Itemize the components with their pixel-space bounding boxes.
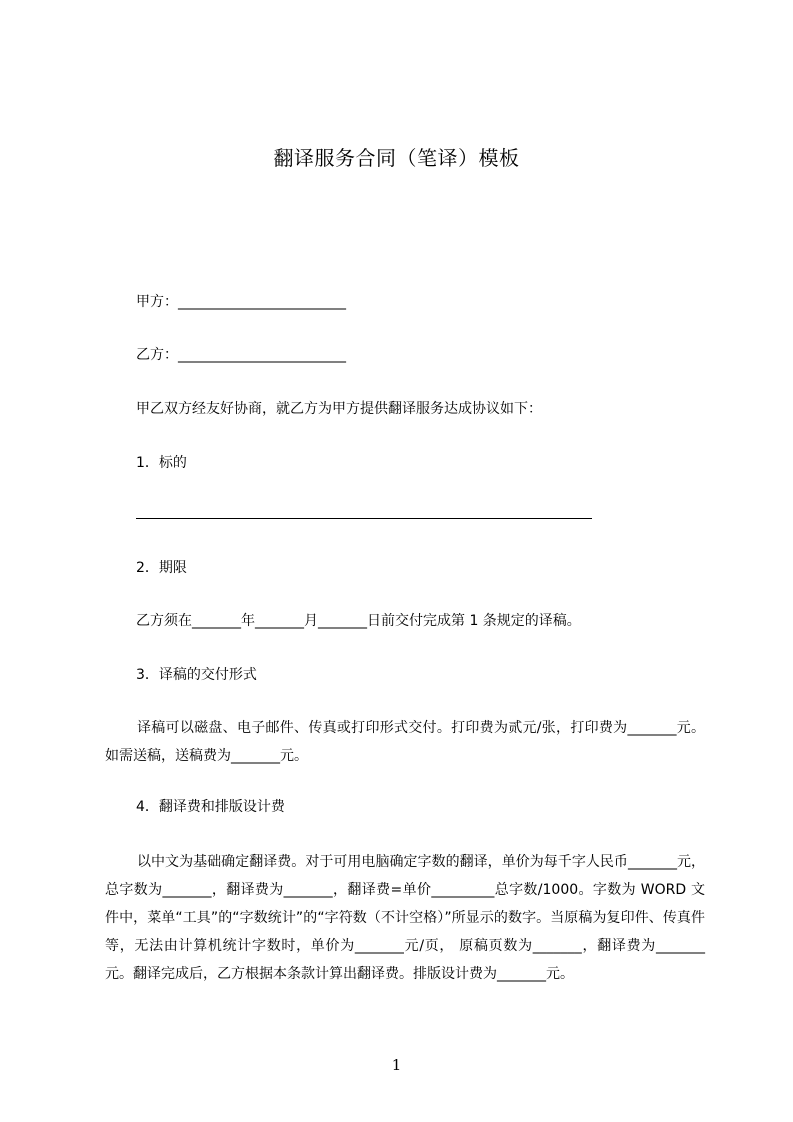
section-3-heading: 3．译稿的交付形式: [136, 667, 257, 683]
section-3-body: 译稿可以磁盘、电子邮件、传真或打印形式交付。打印费为贰元/张，打印费为_______元。如需送稿，送稿费为_______元。: [105, 720, 705, 764]
intro-text: 甲乙双方经友好协商，就乙方为甲方提供翻译服务达成协议如下：: [136, 401, 542, 417]
party-a-line: 甲方：________________________: [136, 294, 346, 310]
section-4-heading: 4．翻译费和排版设计费: [136, 799, 285, 815]
section-2-heading: 2．期限: [136, 560, 187, 576]
section-2-body: 乙方须在_______年_______月_______日前交付完成第 1 条规定的译稿。: [136, 613, 581, 629]
party-b-line: 乙方：________________________: [136, 347, 346, 363]
document-title: 翻译服务合同（笔译）模板: [273, 146, 520, 170]
page-number: 1: [391, 1056, 402, 1074]
section-1-heading: 1．标的: [136, 455, 187, 471]
section-1-blank-line: [136, 518, 592, 519]
section-4-body: 以中文为基础确定翻译费。对于可用电脑确定字数的翻译，单价为每千字人民币_______元，总字数为_______，翻译费为_______，翻译费=单价_________总字数/1000。字数为 WORD 文件中，菜单“工具”的“字数统计”的“字符数（不计空格）”所显示的数字。当原稿为复印件、传真件等，无法由计算机统计字数时，单价为_______元/页， 原稿页数为_______，翻译费为_______元。翻译完成后，乙方根据本条款计算出翻译费。排版设计费为_______元。: [105, 854, 705, 982]
